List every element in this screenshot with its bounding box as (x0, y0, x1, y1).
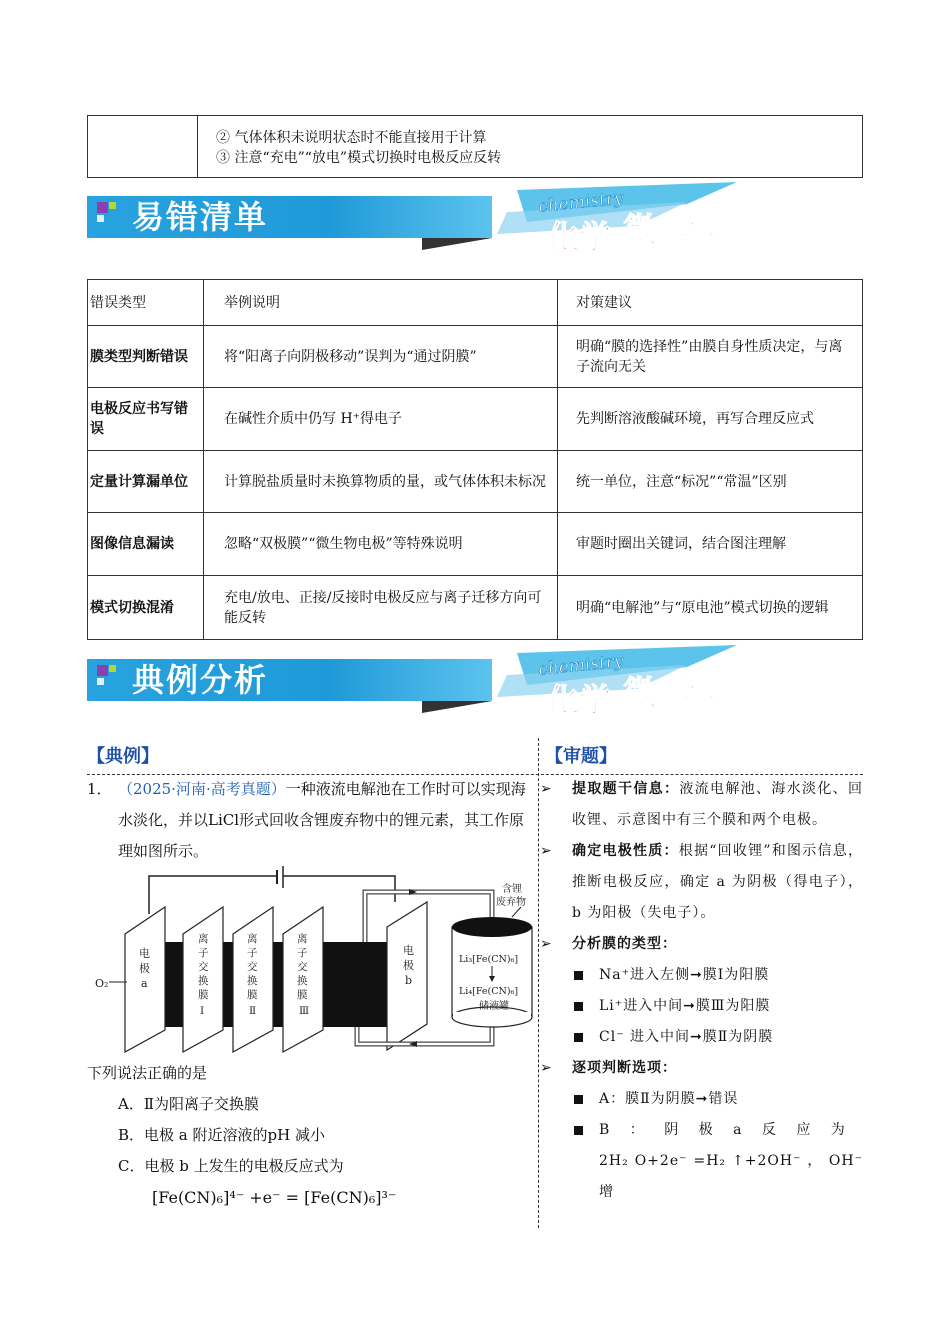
logo-zh-2: 微 (623, 211, 657, 251)
svg-text:换: 换 (198, 975, 209, 987)
logo-zh-1: 化学 (547, 681, 612, 719)
item-text: Cl⁻ 进入中间➞膜Ⅱ为阴膜 (599, 1029, 774, 1045)
question-number: 1． (87, 780, 112, 798)
svg-text:子: 子 (198, 947, 209, 959)
analysis-item (540, 836, 863, 929)
table-row (88, 388, 863, 451)
svg-text:Ⅱ: Ⅱ (249, 1005, 257, 1017)
svg-text:离: 离 (198, 933, 209, 945)
svg-text:b: b (405, 974, 413, 987)
square-bullet-icon (574, 1095, 583, 1104)
banner-shadow (422, 701, 492, 713)
analysis-subitem (540, 1022, 863, 1053)
decor-square-icon (109, 202, 116, 209)
analysis-continuation: 2H₂ O+2e⁻ =H₂ ↑+2OH⁻ ， OH⁻ 增 (599, 1153, 863, 1200)
item-label: 提取题干信息： (572, 781, 680, 797)
error-advice: 明确“电解池”与“原电池”模式切换的逻辑 (558, 576, 863, 640)
example-question (87, 774, 532, 867)
analysis-subitem (540, 1084, 863, 1115)
square-bullet-icon (574, 1033, 583, 1042)
tank-label: 储液罐 (479, 1001, 509, 1012)
header-type: 错误类型 (88, 280, 204, 326)
svg-text:含锂: 含锂 (502, 884, 522, 895)
svg-text:交: 交 (297, 961, 308, 973)
divider-vertical (538, 738, 539, 1228)
electrolysis-diagram (87, 862, 537, 1062)
banner-shadow (422, 238, 492, 250)
error-advice: 先判断溶液酸碱环境，再写合理反应式 (558, 388, 863, 451)
svg-text:换: 换 (247, 975, 258, 987)
continued-table (87, 115, 863, 178)
tank-top-label: Li₃[Fe(CN)₆] (459, 954, 519, 965)
svg-text:离: 离 (247, 933, 258, 945)
square-bullet-icon (574, 1126, 583, 1135)
item-label: 逐项判断选项： (572, 1060, 677, 1076)
error-type: 膜类型判断错误 (88, 326, 204, 388)
error-type: 图像信息漏读 (88, 513, 204, 576)
header-advice: 对策建议 (558, 280, 863, 326)
logo-zh-3: 突破 (663, 674, 716, 704)
analysis-item (540, 929, 863, 960)
chemistry-logo (487, 645, 867, 725)
section-banner-examples (87, 645, 867, 719)
item-text: B ： 阴 极 a 反 应 为 (599, 1122, 846, 1138)
svg-text:子: 子 (297, 947, 308, 959)
decor-square-icon (97, 678, 104, 685)
logo-zh-1: 化学 (547, 218, 612, 256)
question-source: （2025·河南·高考真题） (118, 780, 286, 798)
error-type: 电极反应书写错误 (88, 388, 204, 451)
item-text: Li⁺进入中间➞膜Ⅲ为阳膜 (599, 998, 771, 1014)
logo-en: chemistry (537, 651, 625, 680)
error-advice: 明确“膜的选择性”由膜自身性质决定，与离子流向无关 (558, 326, 863, 388)
item-label: 分析膜的类型： (572, 936, 677, 952)
decor-square-icon (109, 665, 116, 672)
square-bullet-icon (574, 1002, 583, 1011)
chemistry-logo (487, 182, 867, 262)
analysis-subitem (540, 1115, 863, 1146)
arrow-bullet-icon: ➢ (540, 936, 553, 952)
svg-text:交: 交 (247, 961, 258, 973)
header-example: 举例说明 (204, 280, 558, 326)
analysis-heading: 【审题】 (545, 746, 617, 767)
analysis-item (540, 774, 863, 836)
decor-square-icon (97, 202, 108, 213)
arrow-bullet-icon: ➢ (540, 1060, 553, 1076)
error-example: 忽略“双极膜”“微生物电极”等特殊说明 (204, 513, 558, 576)
error-example: 充电/放电、正接/反接时电极反应与离子迁移方向可能反转 (204, 576, 558, 640)
question-prompt: 下列说法正确的是 (87, 1064, 208, 1082)
electrode-a-label: 电 (139, 947, 150, 960)
table-row (88, 576, 863, 640)
error-type: 定量计算漏单位 (88, 451, 204, 513)
svg-text:离: 离 (297, 933, 308, 945)
svg-text:换: 换 (297, 975, 308, 987)
item-text: 液流电解池、海水淡化、回收锂、示意图中有三个膜和两个电极。 (572, 781, 864, 828)
analysis-subitem (540, 960, 863, 991)
error-advice: 审题时圈出关键词，结合图注理解 (558, 513, 863, 576)
svg-text:a: a (141, 977, 148, 990)
o2-label: O₂ (95, 977, 109, 990)
item-text: A：膜Ⅱ为阴膜➞错误 (599, 1091, 739, 1107)
analysis-item (540, 1053, 863, 1084)
svg-text:交: 交 (198, 961, 209, 973)
arrow-bullet-icon: ➢ (540, 843, 553, 859)
option-c[interactable]: C．电极 b 上发生的电极反应式为 (118, 1157, 344, 1175)
svg-text:电: 电 (403, 944, 414, 957)
svg-text:膜: 膜 (297, 989, 308, 1001)
table-row (88, 326, 863, 388)
analysis-list (540, 774, 863, 1208)
table-header-row (88, 280, 863, 326)
item-text: Na⁺进入左侧➞膜Ⅰ为阳膜 (599, 967, 770, 983)
svg-text:极: 极 (139, 962, 150, 975)
example-heading: 【典例】 (87, 746, 159, 767)
logo-en: chemistry (537, 188, 625, 217)
arrow-bullet-icon: ➢ (540, 781, 553, 797)
decor-square-icon (97, 215, 104, 222)
item-label: 确定电极性质： (572, 843, 679, 859)
section-banner-errors (87, 182, 867, 256)
error-example: 在碱性介质中仍写 H⁺得电子 (204, 388, 558, 451)
option-a[interactable]: A．Ⅱ为阳离子交换膜 (118, 1095, 260, 1113)
table-line-2: ② 气体体积未说明状态时不能直接用于计算 (216, 130, 487, 146)
question-stem: 一种液流电解池在工作时可以实现海水淡化，并以LiCl形式回收含锂废弃物中的锂元素，其工作原理如图所示。 (118, 780, 526, 860)
table-row (88, 451, 863, 513)
error-example: 将“阳离子向阴极移动”误判为“通过阴膜” (204, 326, 558, 388)
analysis-subitem (540, 991, 863, 1022)
table-row (88, 513, 863, 576)
error-table (87, 279, 863, 640)
error-type: 模式切换混淆 (88, 576, 204, 640)
option-c-formula: [Fe(CN)₆]⁴⁻ +e⁻ = [Fe(CN)₆]³⁻ (152, 1188, 397, 1207)
svg-text:Ⅰ: Ⅰ (200, 1005, 205, 1017)
error-advice: 统一单位，注意“标况”“常温”区别 (558, 451, 863, 513)
square-bullet-icon (574, 971, 583, 980)
decor-square-icon (97, 665, 108, 676)
svg-text:极: 极 (403, 959, 414, 972)
svg-text:膜: 膜 (247, 989, 258, 1001)
logo-zh-3: 突破 (663, 211, 716, 241)
svg-text:Ⅲ: Ⅲ (299, 1005, 310, 1017)
banner-title: 典例分析 (132, 661, 269, 699)
tank-bottom-label: Li₄[Fe(CN)₆] (459, 986, 519, 997)
option-b[interactable]: B．电极 a 附近溶液的pH 减小 (118, 1126, 325, 1144)
item-text: 根据“回收锂”和图示信息，推断电极反应，确定 a 为阴极（得电子），b 为阳极（失电子）。 (572, 843, 863, 921)
error-example: 计算脱盐质量时未换算物质的量，或气体体积未标况 (204, 451, 558, 513)
banner-title: 易错清单 (132, 198, 269, 236)
question-options (87, 1058, 532, 1213)
logo-zh-2: 微 (623, 674, 657, 714)
svg-text:废弃物: 废弃物 (496, 897, 526, 908)
svg-text:膜: 膜 (198, 989, 209, 1001)
svg-text:子: 子 (247, 947, 258, 959)
empty-cell (88, 116, 198, 177)
table-line-3: ③ 注意“充电”“放电”模式切换时电极反应反转 (216, 150, 502, 166)
